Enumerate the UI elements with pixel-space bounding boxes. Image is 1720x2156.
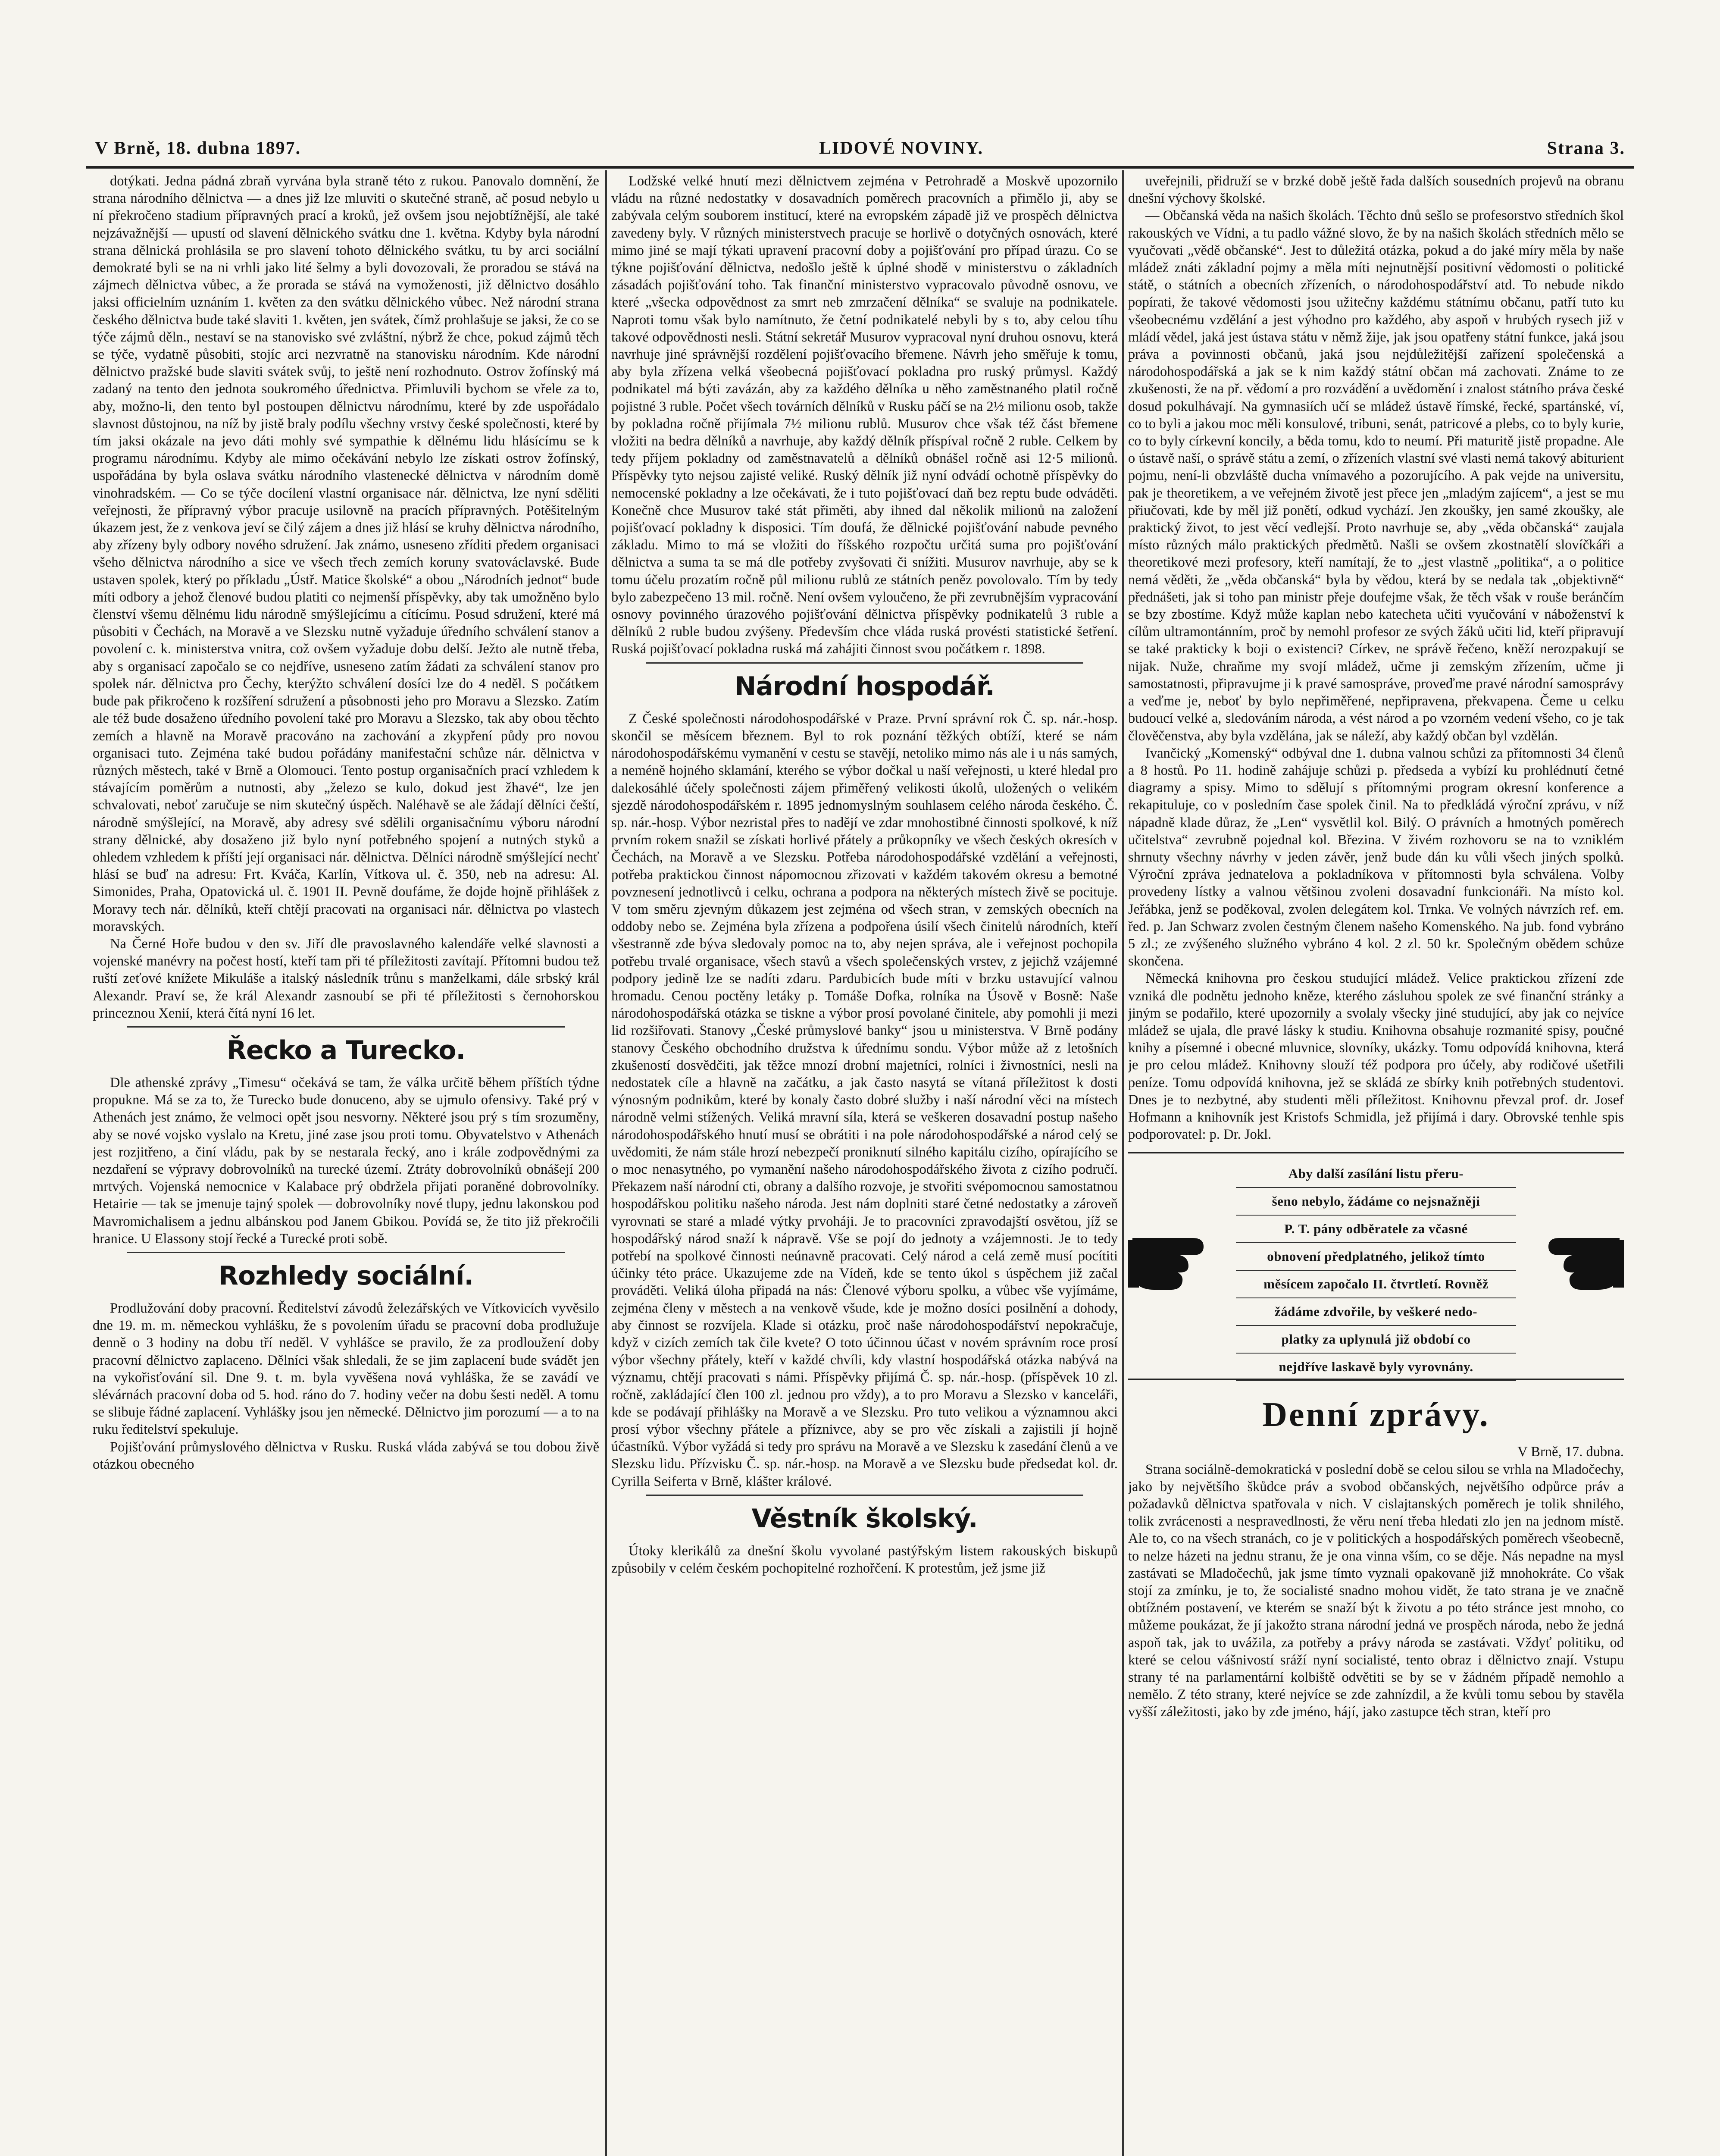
notice-line: nejdříve laskavě byly vyrovnány. [1236,1354,1516,1381]
article-paragraph: dotýkati. Jedna pádná zbraň vyrvána byla straně této z rukou. Panovalo domnění, že strana národního dělnictva — a dnes již lze mluviti o skutečné straně, ač posud nebylo u ní překročeno stadium přípravných prací a kroků, jež ovšem jsou nejobtížnější, ale také nejzávažnější — upustí od slavení dělnického svátku dne 1. května. Kdyby byla národní strana dělnická prohlásila se pro slavení tohoto dělnického svátku, tu by arci sociální demokraté byli se na ni vrhli jako lité šelmy a byli dovozovali, že proradou se stává na zájmech dělnictva vůbec, a že prorada se stává na vymoženosti, již dělnictvo dosáhlo jaksi officielním uznáním 1. květen za den svátku dělnického vůbec. Než národní strana českého dělnictva bude také slaviti 1. květen, jen svátek, čímž prohlašuje se jaksi, že co se týče zájmů děln., nestaví se na stanovisko své zvláštní, nýbrž že chce, pokud zájmů těch se týče, vydatně působiti, stojíc arci nezvratně na stanovisku národním. Kde národní dělnictvo pražské bude slaviti svátek svůj, to ještě není rozhodnuto. Ostrov žofínský má zadaný na tento den jednota soukromého úřednictva. Přimluvili bychom se vřele za to, aby, možno-li, den tento byl postoupen dělnictvu národnímu, které by zde uspořádalo slavnost důstojnou, na níž by jistě braly podílu všechny vrstvy české společnosti, které by tím jaksi okázale na jevo dáti mohly své sympathie k dělnému lidu hlásícímu se k programu národnímu. Kdyby ale mimo očekávání nebylo lze získati ostrov žofínský, uspořádána by byla oslava svátku národního vlastenecké dělnictva v národním domě vinohradském. — Co se týče docílení vlastní organisace nár. dělnictva, lze nyní sděliti veřejnosti, že přípravný výbor pracuje usilovně na pracích přípravných. Potěšitelným úkazem jest, že z venkova jeví se čilý zájem a dnes již hlásí se kruhy dělnictva národního, aby zřízeny byly odbory nového sdružení. Jak známo, usneseno zříditi předem organisaci všeho dělnictva národního a sice ve všech třech zemích koruny svatováclavské. Bude ustaven spolek, který po příkladu „Ústř. Matice školské“ a obou „Národních jednot“ bude míti odbory a jehož členové budou platiti co nejmenší příspěvky, aby tak umožněno bylo členství všemu dělnému lidu národně smýšlejícímu a cítícímu. Posud sdružení, které má působiti v Čechách, na Moravě a ve Slezsku nutně vyžaduje úředního schválení stanov a povolení c. k. ministerstva vnitra, což ovšem vyžaduje dobu delší. Ježto ale nutně třeba, aby s organisací započalo se co nejdříve, usneseno zatím žádati za schválení stanov pro spolek nár. dělnictva pro Čechy, kterýžto schválení dosíci lze do 4 neděl. S počátkem bude pak přikročeno k rozšíření sdružení a působnosti jeho pro Moravu a Slezsko. Zatím ale též bude dosaženo úředního povolení také pro Moravu a Slezsko, tak aby obou těchto zemích a hlavně na Moravě pracováno na zachování a zkypření půdy pro novou organisaci tuto. Zejména také budou pořádány manifestační schůze nár. dělnictva v různých městech, také v Brně a Olomouci. Tento postup organisačních prací vzhledem k stávajícím poměrům a nutnosti, aby „železo se kulo, dokud jest žhavé“, lze jen schvalovati, neboť zaručuje se nim skutečný úspěch. Naléhavě se ale žádají dělníci čeští, národně smýšlející, na Moravě, aby adresy své sdělili organisačnímu výboru národní strany dělnické, aby dosaženo již bylo nyní potřebného spojení a nutných styků a ohledem vzhledem k příští její organisaci nár. dělnictva. Dělníci národně smýšlející nechť hlásí se buď na adresu: Frt. Kváča, Karlín, Vítkova ul. č. 350, neb na adresu: Al. Simonides, Praha, Opatovická ul. č. 1901 II. Pevně doufáme, že dojde hojně přihlášek z Moravy tech nár. dělníků, kteří chtějí pracovati na organisaci nár. dělnictva po vlastech moravských. [93,173,599,934]
article-paragraph: Útoky klerikálů za dnešní školu vyvolané pastýřským listem rakouských biskupů způsobily v celém českém pochopitelné rozhořčení. K protestům, jež jsme již [611,1543,1118,1576]
pointing-hand-icon [1525,1208,1624,1303]
header-date: V Brně, 18. dubna 1897. [95,138,301,158]
dateline: V Brně, 17. dubna. [1517,1444,1624,1460]
article-paragraph: Strana sociálně-demokratická v poslední době se celou silou se vrhla na Mladočechy, jako by největšího škůdce práv a svobod občanských, největšího odpůrce práv a požadavků dělnictva spatřovala v nich. V cislajtanských poměrech je tolik shnilého, tolik zvrácenosti a nespravedlnosti, že věru není třeba hledati zlo jen na jednom místě. Ale to, co na všech stranách, co je v politických a hospodářských poměrech všeobecně, to nelze házeti na jednu stranu, že je ona vinna vším, co se děje. Nás nepadne na mysl zastávati se Mladočechů, jak jsme tímto vyznali opakovaně již mnohokráte. Co však stojí za zmínku, je to, že socialisté snadno mohou vidět, že tato strana je ve značně obtížném postavení, ve kterém se snaží být k životu a po této stránce jest mnoho, co můžeme poukázat, že jí jakožto strana národní jedná ve prospěch národa, nebo že jedná aspoň tak, jak to uvážila, za potřeby a právy národa se zastávati. Vždyť politiku, od které se celou vášnivostí sráží nyní socialisté, tento obraz i dělnictvo znají. Vstupu strany té na parlamentární kolbiště odvětiti se by se v žádném případě nemohlo a nemělo. Z této strany, které nejvíce se zde zahnízdil, a že kvůli tomu sebou by stavěla vyšší záležitosti, jako by zde jméno, hájí, jako zastupce těch stran, kteří pro [1128,1461,1624,1720]
notice-line: obnovení předplatného, jelikož tímto [1236,1243,1516,1271]
notice-line: P. T. pány odběratele za včasné [1236,1216,1516,1243]
column-divider [605,170,607,2156]
section-heading: Národní hospodář. [735,671,994,702]
article-paragraph: Ivančický „Komenský“ odbýval dne 1. dubna valnou schůzi za přítomnosti 34 členů a 8 hostů. Po 11. hodině zahájuje schůzi p. předseda a vybízí ku prohlédnutí četné diagramy a spisy. Mimo to sdělují s přítomnými program okresní konference a rekapituluje, co v posledním čase spolek činil. Na to předkládá výroční zprávu, v níž nápadně klade důraz, že „Len“ vysvětlil kol. Bilý. O právních a hmotných poměrech učitelstva“ zevrubně pojednal kol. Březina. V živém rozhovoru se na to vzniklém shrnuty všechny návrhy v jeden závěr, jenž bude dán ku vůli všech jiných spolků. Výroční zpráva jednatelova a pokladníkova v přítomnosti byla schválena. Volby provedeny lístky a valnou většinou zvoleni dosavadní funkcionáři. Na místo kol. Jeřábka, jenž se poděkoval, zvolen delegátem kol. Trnka. Ve volných návrzích ref. em. řed. p. Jan Schwarz zvolen čestným členem našeho Komenského. Na jub. fond vybráno 5 zl.; ze zvýšeného služného vybráno 4 kol. 2 zl. 50 kr. Společným obědem schůze skončena. [1128,745,1624,969]
article-paragraph: Z České společnosti národohospodářské v Praze. První správní rok Č. sp. nár.-hosp. skončil se měsícem březnem. Byl to rok poznání těžkých obtíží, které se nám národohospodářskému vymanění v cestu se stavějí, netoliko mimo nás ale i u nás samých, a neméně hojného sklamání, kterého se výbor dočkal u naší veřejnosti, u které hledal pro dalekosáhlé účely společnosti zájem přiměřený velikosti úkolů, uložených o velikém sjezdě národohospodářském r. 1895 jednomyslným souhlasem celého národa českého. Č. sp. nár.-hosp. Výbor nezristal přes to nadějí ve zdar mnohostibné činnosti spolkové, k níž prvním rokem snažil se získati horlivé přátely a průkopníky ve všech českých okresích v Čechách, na Moravě a ve Slezsku. Potřeba národohospodářské vzdělání a veřejnosti, potřeba praktickou činnost nápomocnou zřizovati v každém takovém okresu a bemotné povznesení jednotlivců i celku, ochrana a podpora na některých místech živě se pocituje. V tom směru zjevným důkazem jest zejména od všech stran, v zemských obecních na oddoby nebo se. Zejména byla zřízena a podpořena úsilí všech činitelů národních, kteří všestranně zde býva sledovaly pomoc na to, aby nejen správa, ale i veřejnost pochopila potřebu trvalé organisace, všech stavů a všech společenských vrstev, z jejichž vzájemné podpory jedině lze se nadíti zdaru. Pardubicích bude míti v brzku ustavující valnou hromadu. Cenou poctěny letáky p. Tomáše Dofka, rolníka na Úsově v Bosně: Naše národohospodářská otázka se tiskne a výbor prosí povolané činitele, aby pomohli ji mezi lid rozšiřovati. Stanovy „České průmyslové banky“ jsou u ministerstva. V Brně podány stanovy Českého obchodního družstva k úřednímu sondu. Výbor může až z letošních zkušeností dosvědčiti, jak těžce mnozí drobní majetníci, rolníci i živnostníci, nesli na nedostatek cíle a hlavně na začátku, a jak často nasytá se vítaná příležitost k dosti výnosným podnikům, které by konaly často dobré služby i naší národní věci na místech národně velmi stížených. Veliká mravní síla, která se veškeren dosavadní postup našeho národohospodářského hnutí musí se obrátiti i na pole národohospodářské a národ celý se uvědomiti, že nám stále hrozí nebezpečí proniknutí silného kapitálu cizího, opírajícího se o moc nenasytného, po vymanění našeho národohospodářského života z cizího područí. Překazem naší národní cti, obrany a dalšího rozvoje, je stvořiti svépomocnou samostatnou hospodářskou politiku našeho národa. Jest nám doplniti staré četné nedostatky a zároveň vyrovnati se staré a mladé výtky prvoháji. Je to pracovníci zpravodajští osvětou, jíž se hospodářský národ snaží k nápravě. Vše se pojí do jednoty a vzájemnosti. Je to tedy potřebí na spolkové činnosti neúnavně pracovati. Celý národ a celá země musí pocítiti účinky této práce. Ukazujeme zde na Vídeň, kde se tento úkol s úspěchem již začal prováděti. Veliká úloha připadá na nás: Členové výboru spolku, a vůbec vše vyjímáme, zejména členy v městech a na venkově všude, kde je možno dosíci posilnění a dohody, aby činnost se rozvíjela. Klade si otázku, proč naše národohospodářství nepokračuje, když v cizích zemích tak čile kvete? O toto účinnou účast v novém správním roce prosí výbor všechny přátely, kteří v každé chvíli, kdy vlastní hospodářská otázka nabývá na významu, chtějí pracovati s námi. Příspěvky přijímá Č. sp. nár.-hosp. (příspěvek 10 zl. ročně, zakládající člen 100 zl. jednou pro vždy), a to pro Moravu a Slezsko v kanceláři, kde se podávají přihlášky na Moravě a ve Slezsku. Pro tuto velikou a významnou akci prosí výbor všechny přátele a příznivce, aby se pro věc získali a zajistili jí hojně účastníků. Výbor vyžádá si tedy pro správu na Moravě a ve Slezsku k zasedání členů a ve Slezsku lidu. Přízvisku Č. sp. nár.-hosp. na Moravě a ve Slezsku bude předsedat kol. dr. Cyrilla Seiferta v Brně, klášter králové. [611,711,1118,1489]
header-rule [86,166,1634,169]
notice-line: platky za uplynulá již období co [1236,1326,1516,1354]
notice-text [1236,1160,1516,1381]
masthead-title: LIDOVÉ NOVINY. [819,138,984,158]
column-1 [93,172,599,2156]
notice-line: šeno nebylo, žádáme co nejsnažněji [1236,1188,1516,1216]
section-heading: Rozhledy sociální. [218,1260,474,1291]
article-paragraph: Na Černé Hoře budou v den sv. Jiří dle pravoslavného kalendáře velké slavnosti a vojenské manévry na počest hostí, kteří tam při té příležitosti zavítají. Přítomni budou tež ruští zeťové knížete Mikuláše a italský následník trůnu s manželkami, dále srbský král Alexandr. Praví se, že král Alexandr zasnoubí se při té příležitosti s černohorskou princeznou Xenií, která čítá nyní 16 let. [93,936,599,1021]
article-paragraph: uveřejnili, přidruží se v brzké době ještě řada dalších sousedních projevů na obranu dnešní výchovy školské. [1128,173,1624,207]
section-divider [127,1026,565,1028]
article-paragraph: — Občanská věda na našich školách. Těchto dnů sešlo se profesorstvo středních škol rakouských ve Vídni, a tu padlo vážné slovo, že by na našich školách středních mělo se vyučovati „vědě občanské“. Jest to důležitá otázka, pokud a do jaké míry měla by naše mládež znáti základní pojmy a měla míti nejnutnější positivní vědomosti o politické státě, o státních a obecních zřízeních, o národohospodářství atd. To nebude nikdo popírati, že takové vědomosti jsou užitečny každému státnímu občanu, patří tuto ku všeobecnému vzdělání a jest výhodno pro každého, aby aspoň v hrubých rysech již v mládí vědel, jaká jest ústava státu v němž žije, jak jsou opatřeny státní funkce, jaká jsou práva a povinnosti občanů, jaká jsou nejdůležitější zařízení společenská a národohospodářská a jak se k nim každý státní občan má zachovati. Známe to ze zkušenosti, že na př. vědomí a pro rozvádění a uvědomění i znalost státního práva české dosud pokulhávají. Na gymnasiích učí se mládež ústavě římské, řecké, spartánské, ví, co to byli a jakou moc měli konsulové, tribuni, senát, patricové a plebs, co to byly kurie, co to byly církevní koncily, a běda tomu, kdo to neumí. Při maturitě jistě propadne. Ale o ústavě naší, o správě státu a zemí, o zřízeních vlastní své vlasti nemá takový abiturient pojmu, není-li obzvláště ducha vnímavého a pozorujícího. A pak vejde na universitu, pak je theoretikem, a ve veřejném životě jest přece jen „mladým zajícem“, a jest se mu přiučovati, kde by měl již ponětí, odkud vychází. Jen zkoušky, jen samé zkoušky, ale praktický život, to jest věcí vedlejší. Proto navrhuje se, aby „věda občanská“ zaujala místo různých málo praktických předmětů. Našli se ovšem zkostnatělí slovíčkáři a theoretikové mezi profesory, kteří namítají, že to „jest vlastně „politika“, a o politice nemá věděti, že „věda občanská“ byla by vědou, která by se nedala tak „objektivně“ přednášeti, jak si toho pan ministr přeje doufejme však, že těch však v rouše beránčím se bzy zbostíme. Když může kaplan nebo katecheta učiti vyučování v náboženství k cílům ultramontánním, proč by nemohl profesor ze svých žáků učiti lid, kteří připravují se také prakticky k boji o existenci? Církev, ne správě řečeno, kněží nerozpakují se nijak. Nuže, chraňme my svojí mládež, učme ji zemským zřízením, učme ji samostatnosti, připravujme ji k pravé samospráve, proveďme pravé národní samosprávy a veďme je, neboť by bylo nepřiměřené, nepřipravena, překvapena. Čeme u celku budoucí velké a, sledováním národa, a vést národ a po vzorném vedení všeho, co je tak člověčenstva, aby byla vzdělána, jak se náleží, aby každý občan byl vzdělán. [1128,208,1624,744]
article-paragraph: Německá knihovna pro českou studující mládež. Velice praktickou zřízení zde vzniká dle podnětu jednoho kněze, kterého zásluhou spolek ze své finanční stránky a jiným se podařilo, které upozornily a svolaly všecky jiné studující, aby jak co nejvíce mládež se ujala, dle pravé lásky k studiu. Knihovna obsahuje rozmanité spisy, poučné knihy a písemné i obecné mluvnice, slovníky, ukázky. Tomu odpovídá knihovna, která je pro celou mládež. Knihovny slouží též podpora pro účely, aby rodičové ušetřili peníze. Tomu odpovídá knihovna, jež se skládá ze sbírky knih potřebných studentovi. Dnes je to nezbytné, aby studenti měli příležitost. Knihovnu převzal prof. dr. Josef Hofmann a knihovník jest Kristofs Schmidla, jež přijímá i dary. Obrovské tenhle spis podporovatel: p. Dr. Jokl. [1128,971,1624,1143]
article-paragraph: Pojišťování průmyslového dělnictva v Rusku. Ruská vláda zabývá se tou dobou živě otázkou obecného [93,1439,599,1472]
section-divider [646,662,1083,664]
notice-line: Aby další zasílání listu přeru- [1236,1160,1516,1188]
section-heading: Řecko a Turecko. [226,1035,466,1065]
notice-line: měsícem započalo II. čtvrtletí. Rovněž [1236,1271,1516,1298]
pointing-hand-icon [1128,1208,1227,1303]
subscription-notice [1128,1152,1624,1380]
section-heading: Věstník školský. [751,1503,978,1534]
page-number: Strana 3. [1547,138,1625,158]
section-heading: Denní zprávy. [1262,1396,1490,1434]
column-2 [611,172,1118,2156]
article-paragraph: Dle athenské zprávy „Timesu“ očekává se tam, že válka určitě během příštích týdne propukne. Má se za to, že Turecko bude donuceno, aby se ujmulo ofensivy. Také prý v Athenách jest známo, že velmoci opět jsou nesvorny. Některé jsou prý s tím srozuměny, aby se nové vojsko vyslalo na Kretu, jiné zase jsou proti tomu. Obyvatelstvo v Athenách jest rozjitřeno, a činí vládu, pak by se nestarala řecký, ano i krále zodpovědnými za nezdaření se výpravy dobrovolníků na turecké území. Ztráty dobrovolníků obnášejí 200 mrtvých. Vojenská nemocnice v Kalabace prý obdržela přijati poraněné dobrovolníky. Hetairie — tak se jmenuje tajný spolek — dobrovolníky nové tlupy, jednu lakonskou pod Mavromichalisem a jednu albánskou pod Janem Gbikou. Povídá se, že tito již překročili hranice. U Elassony stojí řecké a Turecké proti sobě. [93,1075,599,1247]
article-paragraph: Prodlužování doby pracovní. Ředitelství závodů železářských ve Vítkovicích vyvěsilo dne 19. m. m. německou vyhlášku, že s povolením úřadu se pracovní doba prodlužuje denně o 3 hodiny na dobu tří neděl. V vyhlášce se pravilo, že za prodloužení doby pracovní dělnictvo zaplaceno. Dělníci však shledali, že se jim zaplacení bude svádět jen na vykořisťování sil. Dne 9. t. m. byla vyvěšena nová vyhláška, že se zavádí ve slévárnách pracovní doba od 5. hod. ráno do 7. hodiny večer na dobu šesti neděl. A tomu se slibuje řádné zaplacení. Vyhlášky jsou jen německé. Dělnictvo jim porozumí — a to na ruku ředitelství spekuluje. [93,1300,599,1438]
article-paragraph: Lodžské velké hnutí mezi dělnictvem zejména v Petrohradě a Moskvě upozornilo vládu na různé nedostatky v dosavadních poměrech pracovních a přimělo ji, aby se zabývala celým souborem institucí, které na evropském západě již ve prospěch dělnictva zavedeny byly. V různých ministerstvech pracuje se horlivě o dotyčných osnovách, které mimo jiné se mají týkati upravení pracovní doby a pojišťování pro případ úrazu. Co se týkne pojišťování dělnictva, nedošlo ještě k úplné shodě v ministerstvu o základních zásadách pojišťování toho. Tak finanční ministerstvo vypracovalo původně osnovu, ve které „všecka odpovědnost za smrt neb zmrzačení dělníka“ se svaluje na podnikatele. Naproti tomu však bylo namítnuto, že četní podnikatelé nebyli by s to, aby celou tíhu takové odpovědnosti nesli. Státní sekretář Musurov vypracoval nyní druhou osnovu, která navrhuje jiné správnější rozdělení pojišťovacího břemene. Návrh jeho směřuje k tomu, aby byla zřízena velká všeobecná pojišťovací pokladna pro ruský průmysl. Každý podnikatel má býti zavázán, aby za každého dělníka u něho zaměstnaného platil ročně pojistné 3 ruble. Počet všech továrních dělníků v Rusku páčí se na 2½ milionu osob, takže by pokladna ročně přijímala 7½ milionu rublů. Musurov chce však též část břemene vložiti na bedra dělníků a navrhuje, aby každý dělník příspíval ročně 2 ruble. Celkem by tedy příjem pokladny od zaměstnavatelů a dělníků obnášel ročně asi 12·5 milionů. Příspěvky tyto nejsou zajisté veliké. Ruský dělník již nyní odvádí ochotně příspěvky do nemocenské pokladny a lze očekávati, že i tuto pojišťovací daň bez reptu bude odváděti. Konečně chce Musurov také stát přiměti, aby ihned dal několik milionů na založení pojišťovací pokladny k disposici. Tím doufá, že dělnické pojišťování nabude pevného základu. Mimo to má se vložiti do říšského rozpočtu určitá suma pro pojišťování dělnictva a suma ta se má dle potřeby zvyšovati či snížiti. Musurov navrhuje, aby se k tomu účelu prozatím ročně půl milionu rublů ze státních peněz povolovalo. Tím by tedy bylo zabezpečeno 13 mil. ročně. Není ovšem vyloučeno, že při zevrubnějším vypracování osnovy povinného úrazového pojišťování dělnictva příspěvky podnikatelů 3 ruble a dělníků 2 ruble budou zvýšeny. Především chce vláda ruská provésti statistické šetření. Ruská pojišťovací pokladna ruská má zahájiti činnost svou počátkem r. 1898. [611,173,1118,657]
section-divider [646,1495,1083,1496]
column-3 [1128,172,1624,2156]
column-divider [1122,170,1124,2156]
section-divider [127,1252,565,1253]
notice-line: žádáme zdvořile, by veškeré nedo- [1236,1298,1516,1326]
